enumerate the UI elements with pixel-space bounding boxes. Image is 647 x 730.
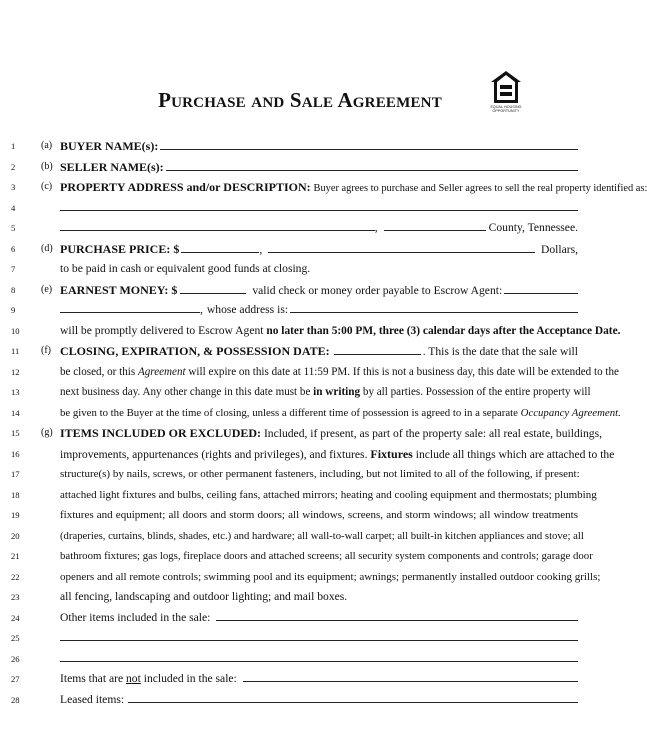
property-text: Buyer agrees to purchase and Seller agrees to sell the real property identified as: (313, 183, 647, 194)
property-city-field[interactable] (60, 218, 375, 231)
line (0, 649, 600, 670)
line-number: 22 (11, 571, 20, 582)
other-items-row-3 (60, 649, 578, 662)
items-text (60, 444, 615, 466)
line-number: 15 (11, 428, 20, 438)
occupancy-agreement-term: Occupancy Agreement. (520, 406, 621, 419)
line-number: 7 (11, 264, 16, 274)
line-number: 1 (11, 141, 16, 151)
line-number: 24 (11, 612, 20, 623)
leased-items-row (60, 690, 578, 711)
text: improvements, appurtenances (rights and privileges), and fixtures. (60, 447, 368, 461)
line-number: 2 (11, 161, 16, 172)
line (0, 628, 600, 649)
line (0, 669, 600, 690)
earnest-delivery-text (60, 321, 621, 342)
items-text: attached light fixtures and bulbs, ceiling fans, attached mirrors; heating and cooling equipment and thermostats; plumbing (60, 488, 597, 501)
section-marker: (g) (41, 427, 53, 438)
line (0, 280, 600, 301)
line-number: 3 (11, 182, 16, 192)
closing-date-field[interactable] (334, 342, 421, 355)
closing-text (60, 403, 621, 424)
seller-name-field[interactable] (166, 158, 578, 171)
text: included in the sale: (143, 672, 237, 685)
items-text: fixtures and equipment; all doors and storm doors; all windows, screens, and storm windows; all window treatments (60, 509, 578, 521)
line-number: 18 (11, 489, 20, 500)
escrow-address-field[interactable] (290, 300, 578, 313)
excluded-items-label (60, 669, 237, 690)
items-text: all fencing, landscaping and outdoor lighting; and mail boxes. (60, 590, 348, 603)
line (0, 362, 619, 383)
line-number: 26 (11, 653, 20, 664)
line-number: 11 (11, 346, 20, 356)
line-number: 25 (11, 633, 20, 643)
comma: , (200, 303, 203, 316)
equal-housing-opportunity-icon (490, 70, 522, 104)
line (0, 157, 600, 178)
line-number: 12 (11, 366, 20, 377)
line-number: 27 (11, 674, 20, 684)
earnest-money-amount-field[interactable] (180, 281, 246, 294)
text: Included, if present, as part of the property sale: all real estate, buildings, (263, 427, 602, 440)
line-number: 13 (11, 387, 20, 397)
fixtures-term: Fixtures (370, 446, 413, 461)
whose-address-text: whose address is: (206, 303, 289, 316)
line (0, 567, 600, 588)
leased-items-field[interactable] (128, 690, 578, 703)
escrow-address-row (60, 300, 578, 321)
line (0, 690, 600, 711)
section-marker: (b) (41, 160, 53, 172)
line (0, 444, 615, 465)
line (0, 464, 600, 485)
line (0, 587, 600, 608)
line-number: 23 (11, 592, 20, 602)
line (0, 198, 600, 219)
price-row (60, 239, 578, 261)
property-address-row (60, 198, 578, 211)
comma: , (259, 242, 263, 256)
section-marker: (e) (41, 283, 53, 295)
in-writing-term: in writing (313, 386, 361, 398)
escrow-agent-field[interactable] (504, 281, 578, 294)
property-label: PROPERTY ADDRESS and/or DESCRIPTION: (60, 180, 311, 194)
delivery-text: will be promptly delivered to Escrow Agent (60, 323, 264, 337)
logo-caption: EQUAL HOUSING OPPORTUNITY (490, 105, 522, 113)
line (0, 321, 621, 342)
county-text: County, Tennessee. (488, 221, 578, 234)
line (0, 239, 600, 260)
not-term: not (126, 672, 141, 685)
text: will expire on this date at 11:59 PM. If this is not a business day, this date will be extended to the (188, 365, 619, 378)
leased-items-label: Leased items: (60, 692, 125, 706)
section-marker: (a) (41, 140, 53, 151)
text: by all parties. Possession of the entire property will (362, 386, 591, 398)
items-text: bathroom fixtures; gas logs, fireplace doors and attached screens; all security system components and controls; garage door (60, 550, 593, 562)
buyer-name-field[interactable] (160, 137, 578, 150)
line-number: 8 (11, 284, 16, 295)
line (0, 136, 600, 157)
agreement-term: Agreement (137, 365, 186, 378)
line-number: 16 (11, 448, 20, 459)
line-number: 21 (11, 551, 20, 561)
section-marker: (c) (41, 181, 53, 192)
line (0, 403, 621, 424)
property-address-field[interactable] (60, 198, 578, 211)
closing-date-label: CLOSING, EXPIRATION, & POSSESSION DATE: (60, 344, 330, 358)
excluded-items-row (60, 669, 578, 690)
other-items-field[interactable] (216, 608, 578, 621)
closing-text: . This is the date that the sale will (422, 345, 578, 358)
buyer-name-label: BUYER NAME(s): (60, 139, 159, 153)
equal-housing-logo (484, 70, 528, 113)
closing-row (60, 341, 578, 363)
section-marker: (f) (41, 345, 51, 356)
section-marker: (d) (41, 242, 53, 254)
line (0, 382, 600, 403)
purchase-price-words-field[interactable] (268, 240, 535, 253)
text: be closed, or this (60, 365, 136, 378)
line (0, 485, 600, 506)
line-number: 9 (11, 305, 16, 315)
other-items-label: Other items included in the sale: (60, 610, 211, 624)
line (0, 218, 600, 239)
delivery-deadline-text: no later than 5:00 PM, three (3) calendar days after the Acceptance Date. (266, 324, 621, 337)
line-number: 19 (11, 510, 20, 520)
purchase-price-label: PURCHASE PRICE: $ (60, 241, 180, 256)
items-text: openers and all remote controls; swimming pool and its equipment; awnings; permanently installed outdoor cooking grills; (60, 570, 601, 583)
line-number: 28 (11, 694, 20, 705)
property-county-row (60, 218, 578, 239)
text: include all things which are attached to the (415, 447, 615, 461)
text: Items that are (60, 672, 124, 685)
property-row (60, 177, 647, 200)
seller-row (60, 157, 578, 178)
closing-text (60, 382, 591, 403)
text: be given to the Buyer at the time of closing, unless a different time of possession is agreed to in a separate (60, 406, 518, 419)
buyer-row (60, 136, 578, 157)
line-number: 6 (11, 243, 16, 254)
line-number: 5 (11, 223, 16, 233)
line-number: 14 (11, 407, 20, 418)
line (0, 259, 600, 280)
line-number: 17 (11, 469, 20, 479)
line (0, 505, 600, 526)
earnest-row (60, 280, 578, 302)
line-number: 10 (11, 325, 20, 336)
page-title: Purchase and Sale Agreement (158, 88, 442, 112)
price-text: to be paid in cash or equivalent good funds at closing. (60, 262, 311, 275)
line (0, 608, 600, 629)
closing-text (60, 362, 619, 383)
earnest-money-label: EARNEST MONEY: $ (60, 282, 178, 297)
excluded-items-field[interactable] (243, 669, 578, 682)
line (0, 300, 600, 321)
items-text (60, 423, 602, 445)
other-items-row-2 (60, 628, 578, 641)
items-label: ITEMS INCLUDED OR EXCLUDED: (60, 426, 262, 440)
earnest-text: valid check or money order payable to Escrow Agent: (252, 283, 503, 297)
agreement-body (0, 136, 647, 710)
line (0, 177, 647, 198)
seller-name-label: SELLER NAME(s): (60, 159, 164, 174)
other-items-field-3[interactable] (60, 649, 578, 662)
other-items-field-2[interactable] (60, 628, 578, 641)
property-county-field[interactable] (384, 218, 486, 231)
line-number: 4 (11, 202, 16, 213)
items-text: (draperies, curtains, blinds, shades, etc.) and hardware; all wall-to-wall carpet; all built-in kitchen appliances and stove; all (60, 529, 584, 542)
purchase-price-amount-field[interactable] (181, 240, 259, 253)
line-number: 20 (11, 530, 20, 541)
escrow-agent-name-field[interactable] (60, 300, 200, 313)
line (0, 341, 600, 362)
line (0, 546, 600, 567)
line (0, 423, 600, 444)
line (0, 526, 600, 547)
dollars-text: Dollars, (540, 242, 578, 256)
text: next business day. Any other change in this date must be (60, 386, 311, 398)
comma: , (374, 221, 378, 234)
other-items-row (60, 608, 578, 629)
items-text: structure(s) by nails, screws, or other permanent fasteners, including, but not limited to all of the following, if present: (60, 468, 580, 480)
